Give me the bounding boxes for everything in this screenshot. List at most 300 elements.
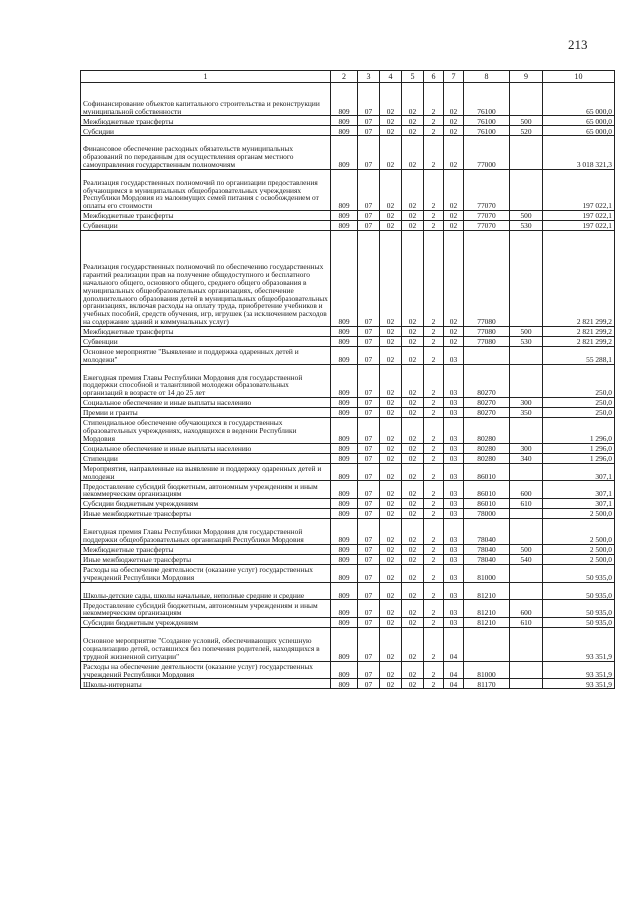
expense-type-cell [510,679,543,689]
direction-code-cell: 81170 [464,679,510,689]
direction-code-cell: 86010 [464,481,510,499]
section-code-cell: 07 [358,679,380,689]
direction-code-cell: 76100 [464,83,510,116]
chapter-code-cell: 809 [331,326,358,336]
expense-type-cell: 610 [510,618,543,628]
program-code-cell: 02 [402,600,424,618]
section-code-cell: 07 [358,519,380,545]
section-code-cell: 07 [358,136,380,169]
event-code-cell: 02 [444,116,464,126]
chapter-code-cell: 809 [331,169,358,210]
section-code-cell: 07 [358,346,380,364]
row-name-cell: Расходы на обеспечение деятельности (оказание услуг) государственных учреждений Республики Мордовия [81,661,331,679]
event-code-cell: 03 [444,618,464,628]
chapter-code-cell: 809 [331,364,358,397]
event-code-cell: 03 [444,582,464,600]
direction-code-cell: 76100 [464,126,510,136]
row-name-cell: Школы-детские сады, школы начальные, неполные средние и средние [81,582,331,600]
amount-cell: 50 935,0 [543,600,615,618]
event-code-cell: 04 [444,628,464,661]
subprogram-code-cell: 2 [424,509,444,519]
event-code-cell: 02 [444,220,464,230]
direction-code-cell: 80270 [464,407,510,417]
chapter-code-cell: 809 [331,509,358,519]
chapter-code-cell: 809 [331,407,358,417]
expense-type-cell [510,230,543,326]
direction-code-cell: 78040 [464,554,510,564]
expense-type-cell: 500 [510,544,543,554]
amount-cell: 1 296,0 [543,453,615,463]
amount-cell: 2 500,0 [543,544,615,554]
table-row [81,210,615,220]
row-name-cell: Социальное обеспечение и иные выплаты населению [81,443,331,453]
subsection-code-cell: 02 [380,417,402,443]
event-code-cell: 02 [444,136,464,169]
table-row [81,544,615,554]
direction-code-cell: 80280 [464,417,510,443]
amount-cell: 250,0 [543,407,615,417]
amount-cell: 2 821 299,2 [543,326,615,336]
row-name-cell: Субсидии бюджетным учреждениям [81,618,331,628]
subsection-code-cell: 02 [380,499,402,509]
program-code-cell: 02 [402,397,424,407]
subsection-code-cell: 02 [380,326,402,336]
section-code-cell: 07 [358,397,380,407]
event-code-cell: 03 [444,600,464,618]
row-name-cell: Расходы на обеспечение деятельности (оказание услуг) государственных учреждений Республики Мордовия [81,564,331,582]
expense-type-cell [510,364,543,397]
direction-code-cell: 77080 [464,336,510,346]
row-name-cell: Основное мероприятие "Создание условий, обеспечивающих успешную социализацию детей, оставшихся без попечения родителей, находящихся в трудной жизненной ситуации" [81,628,331,661]
table-row [81,443,615,453]
amount-cell: 50 935,0 [543,618,615,628]
amount-cell: 2 821 299,2 [543,336,615,346]
program-code-cell: 02 [402,364,424,397]
direction-code-cell: 80280 [464,453,510,463]
subprogram-code-cell: 2 [424,661,444,679]
subsection-code-cell: 02 [380,116,402,126]
direction-code-cell: 76100 [464,116,510,126]
event-code-cell: 02 [444,326,464,336]
amount-cell: 1 296,0 [543,417,615,443]
expense-type-cell [510,628,543,661]
direction-code-cell: 80270 [464,364,510,397]
program-code-cell: 02 [402,628,424,661]
event-code-cell: 03 [444,554,464,564]
expense-type-cell: 600 [510,481,543,499]
table-row [81,397,615,407]
row-name-cell: Иные межбюджетные трансферты [81,509,331,519]
subsection-code-cell: 02 [380,136,402,169]
table-row [81,407,615,417]
expense-type-cell [510,661,543,679]
header-cell: 2 [331,71,358,83]
subprogram-code-cell: 2 [424,679,444,689]
row-name-cell: Мероприятия, направленные на выявление и поддержку одаренных детей и молодежи [81,463,331,481]
event-code-cell: 02 [444,210,464,220]
page-number: 213 [568,37,588,52]
direction-code-cell: 81210 [464,618,510,628]
expense-type-cell: 350 [510,407,543,417]
chapter-code-cell: 809 [331,499,358,509]
event-code-cell: 04 [444,679,464,689]
section-code-cell: 07 [358,230,380,326]
expense-type-cell [510,564,543,582]
event-code-cell: 02 [444,230,464,326]
event-code-cell: 03 [444,453,464,463]
amount-cell: 3 018 321,3 [543,136,615,169]
chapter-code-cell: 809 [331,346,358,364]
section-code-cell: 07 [358,544,380,554]
row-name-cell: Основное мероприятие "Выявление и поддержка одаренных детей и молодежи" [81,346,331,364]
program-code-cell: 02 [402,136,424,169]
subprogram-code-cell: 2 [424,564,444,582]
amount-cell: 250,0 [543,364,615,397]
subprogram-code-cell: 2 [424,346,444,364]
chapter-code-cell: 809 [331,83,358,116]
chapter-code-cell: 809 [331,443,358,453]
amount-cell: 93 351,9 [543,679,615,689]
row-name-cell: Межбюджетные трансферты [81,210,331,220]
expense-type-cell [510,169,543,210]
table-row [81,481,615,499]
subprogram-code-cell: 2 [424,554,444,564]
row-name-cell: Реализация государственных полномочий по организации предоставления обучающимся в муниципальных общеобразовательных учреждениях Республики Мордовия из малоимущих семей питания с освобождением от оплаты его стоимости [81,169,331,210]
section-code-cell: 07 [358,210,380,220]
subprogram-code-cell: 2 [424,407,444,417]
subsection-code-cell: 02 [380,582,402,600]
expense-type-cell [510,519,543,545]
header-cell: 4 [380,71,402,83]
event-code-cell: 03 [444,397,464,407]
section-code-cell: 07 [358,169,380,210]
program-code-cell: 02 [402,83,424,116]
subprogram-code-cell: 2 [424,628,444,661]
amount-cell: 2 500,0 [543,554,615,564]
subsection-code-cell: 02 [380,661,402,679]
subprogram-code-cell: 2 [424,417,444,443]
event-code-cell: 04 [444,661,464,679]
section-code-cell: 07 [358,554,380,564]
table-row [81,499,615,509]
table-row [81,336,615,346]
row-name-cell: Предоставление субсидий бюджетным, автономным учреждениям и иным некоммерческим организациям [81,481,331,499]
subprogram-code-cell: 2 [424,544,444,554]
expense-type-cell: 540 [510,554,543,564]
header-cell: 7 [444,71,464,83]
amount-cell: 197 022,1 [543,210,615,220]
subsection-code-cell: 02 [380,544,402,554]
chapter-code-cell: 809 [331,481,358,499]
chapter-code-cell: 809 [331,628,358,661]
row-name-cell: Школы-интернаты [81,679,331,689]
direction-code-cell: 77070 [464,220,510,230]
amount-cell: 197 022,1 [543,169,615,210]
subprogram-code-cell: 2 [424,220,444,230]
header-cell: 1 [81,71,331,83]
section-code-cell: 07 [358,336,380,346]
event-code-cell: 03 [444,509,464,519]
subsection-code-cell: 02 [380,481,402,499]
chapter-code-cell: 809 [331,544,358,554]
table-row [81,126,615,136]
amount-cell: 1 296,0 [543,443,615,453]
program-code-cell: 02 [402,463,424,481]
program-code-cell: 02 [402,417,424,443]
subsection-code-cell: 02 [380,453,402,463]
table-row [81,230,615,326]
direction-code-cell [464,346,510,364]
subprogram-code-cell: 2 [424,397,444,407]
section-code-cell: 07 [358,407,380,417]
event-code-cell: 03 [444,463,464,481]
subsection-code-cell: 02 [380,628,402,661]
subsection-code-cell: 02 [380,519,402,545]
expense-type-cell [510,509,543,519]
section-code-cell: 07 [358,126,380,136]
header-cell: 9 [510,71,543,83]
table-row [81,136,615,169]
event-code-cell: 03 [444,407,464,417]
row-name-cell: Стипендиальное обеспечение обучающихся в государственных образовательных учреждениях, находящихся в ведении Республики Мордовия [81,417,331,443]
chapter-code-cell: 809 [331,582,358,600]
program-code-cell: 02 [402,126,424,136]
subprogram-code-cell: 2 [424,600,444,618]
subsection-code-cell: 02 [380,346,402,364]
row-name-cell: Иные межбюджетные трансферты [81,554,331,564]
chapter-code-cell: 809 [331,453,358,463]
expense-type-cell [510,346,543,364]
row-name-cell: Межбюджетные трансферты [81,544,331,554]
event-code-cell: 03 [444,564,464,582]
subsection-code-cell: 02 [380,169,402,210]
table-row [81,679,615,689]
subprogram-code-cell: 2 [424,83,444,116]
row-name-cell: Премии и гранты [81,407,331,417]
subsection-code-cell: 02 [380,210,402,220]
direction-code-cell [464,628,510,661]
expense-type-cell: 340 [510,453,543,463]
section-code-cell: 07 [358,618,380,628]
program-code-cell: 02 [402,230,424,326]
subsection-code-cell: 02 [380,230,402,326]
chapter-code-cell: 809 [331,336,358,346]
expense-type-cell: 500 [510,116,543,126]
program-code-cell: 02 [402,618,424,628]
table-row [81,116,615,126]
program-code-cell: 02 [402,210,424,220]
program-code-cell: 02 [402,564,424,582]
amount-cell: 250,0 [543,397,615,407]
expense-type-cell: 530 [510,336,543,346]
table-row [81,661,615,679]
section-code-cell: 07 [358,364,380,397]
direction-code-cell: 77080 [464,230,510,326]
direction-code-cell: 78040 [464,544,510,554]
section-code-cell: 07 [358,463,380,481]
chapter-code-cell: 809 [331,210,358,220]
amount-cell: 197 022,1 [543,220,615,230]
subsection-code-cell: 02 [380,364,402,397]
chapter-code-cell: 809 [331,136,358,169]
direction-code-cell: 80270 [464,397,510,407]
event-code-cell: 03 [444,499,464,509]
chapter-code-cell: 809 [331,519,358,545]
table-row [81,417,615,443]
direction-code-cell: 81000 [464,661,510,679]
header-cell: 6 [424,71,444,83]
section-code-cell: 07 [358,499,380,509]
table-row [81,582,615,600]
expense-type-cell: 500 [510,326,543,336]
program-code-cell: 02 [402,346,424,364]
section-code-cell: 07 [358,453,380,463]
subprogram-code-cell: 2 [424,336,444,346]
row-name-cell: Субсидии бюджетным учреждениям [81,499,331,509]
table-row [81,326,615,336]
subsection-code-cell: 02 [380,554,402,564]
chapter-code-cell: 809 [331,679,358,689]
amount-cell: 65 000,0 [543,116,615,126]
subsection-code-cell: 02 [380,336,402,346]
subprogram-code-cell: 2 [424,116,444,126]
direction-code-cell: 77080 [464,326,510,336]
expense-type-cell [510,136,543,169]
section-code-cell: 07 [358,481,380,499]
amount-cell: 307,1 [543,463,615,481]
subprogram-code-cell: 2 [424,364,444,397]
amount-cell: 93 351,9 [543,661,615,679]
table-row [81,564,615,582]
chapter-code-cell: 809 [331,618,358,628]
row-name-cell: Предоставление субсидий бюджетным, автономным учреждениям и иным некоммерческим организациям [81,600,331,618]
expense-type-cell [510,83,543,116]
expense-type-cell: 600 [510,600,543,618]
table-row [81,220,615,230]
subprogram-code-cell: 2 [424,618,444,628]
table-row [81,554,615,564]
header-cell: 8 [464,71,510,83]
direction-code-cell: 81000 [464,564,510,582]
table-body [81,83,615,689]
table-row [81,364,615,397]
table-row [81,509,615,519]
event-code-cell: 02 [444,336,464,346]
expense-type-cell: 500 [510,210,543,220]
direction-code-cell: 78040 [464,519,510,545]
row-name-cell: Финансовое обеспечение расходных обязательств муниципальных образований по переданным для осуществления органам местного самоуправления государственным полномочиям [81,136,331,169]
program-code-cell: 02 [402,679,424,689]
expense-type-cell: 530 [510,220,543,230]
amount-cell: 2 500,0 [543,509,615,519]
subprogram-code-cell: 2 [424,519,444,545]
event-code-cell: 02 [444,83,464,116]
amount-cell: 307,1 [543,499,615,509]
subprogram-code-cell: 2 [424,126,444,136]
table-header-row [81,71,615,83]
table-row [81,453,615,463]
direction-code-cell: 81210 [464,600,510,618]
table-row [81,169,615,210]
header-cell: 10 [543,71,615,83]
section-code-cell: 07 [358,582,380,600]
subsection-code-cell: 02 [380,463,402,481]
event-code-cell: 02 [444,169,464,210]
amount-cell: 65 000,0 [543,83,615,116]
subprogram-code-cell: 2 [424,499,444,509]
event-code-cell: 03 [444,481,464,499]
event-code-cell: 03 [444,364,464,397]
program-code-cell: 02 [402,661,424,679]
amount-cell: 2 500,0 [543,519,615,545]
program-code-cell: 02 [402,220,424,230]
chapter-code-cell: 809 [331,230,358,326]
subprogram-code-cell: 2 [424,481,444,499]
chapter-code-cell: 809 [331,126,358,136]
direction-code-cell: 80280 [464,443,510,453]
chapter-code-cell: 809 [331,116,358,126]
subsection-code-cell: 02 [380,600,402,618]
subsection-code-cell: 02 [380,443,402,453]
expense-type-cell: 610 [510,499,543,509]
row-name-cell: Субсидии [81,126,331,136]
chapter-code-cell: 809 [331,600,358,618]
program-code-cell: 02 [402,407,424,417]
event-code-cell: 03 [444,519,464,545]
subprogram-code-cell: 2 [424,210,444,220]
amount-cell: 55 288,1 [543,346,615,364]
program-code-cell: 02 [402,169,424,210]
expense-type-cell: 300 [510,397,543,407]
section-code-cell: 07 [358,220,380,230]
row-name-cell: Социальное обеспечение и иные выплаты населению [81,397,331,407]
subprogram-code-cell: 2 [424,169,444,210]
subprogram-code-cell: 2 [424,443,444,453]
section-code-cell: 07 [358,509,380,519]
row-name-cell: Межбюджетные трансферты [81,326,331,336]
section-code-cell: 07 [358,83,380,116]
section-code-cell: 07 [358,600,380,618]
row-name-cell: Стипендии [81,453,331,463]
direction-code-cell: 77000 [464,136,510,169]
expense-type-cell: 300 [510,443,543,453]
amount-cell: 65 000,0 [543,126,615,136]
event-code-cell: 03 [444,544,464,554]
table-row [81,519,615,545]
chapter-code-cell: 809 [331,661,358,679]
expense-type-cell: 520 [510,126,543,136]
program-code-cell: 02 [402,509,424,519]
row-name-cell: Субвенции [81,220,331,230]
program-code-cell: 02 [402,336,424,346]
expense-type-cell [510,463,543,481]
table-row [81,346,615,364]
subprogram-code-cell: 2 [424,463,444,481]
subprogram-code-cell: 2 [424,453,444,463]
budget-table [80,70,615,689]
row-name-cell: Субвенции [81,336,331,346]
direction-code-cell: 77070 [464,169,510,210]
program-code-cell: 02 [402,453,424,463]
direction-code-cell: 77070 [464,210,510,220]
event-code-cell: 03 [444,417,464,443]
amount-cell: 50 935,0 [543,582,615,600]
subprogram-code-cell: 2 [424,582,444,600]
table-row [81,618,615,628]
chapter-code-cell: 809 [331,564,358,582]
subsection-code-cell: 02 [380,83,402,116]
section-code-cell: 07 [358,661,380,679]
